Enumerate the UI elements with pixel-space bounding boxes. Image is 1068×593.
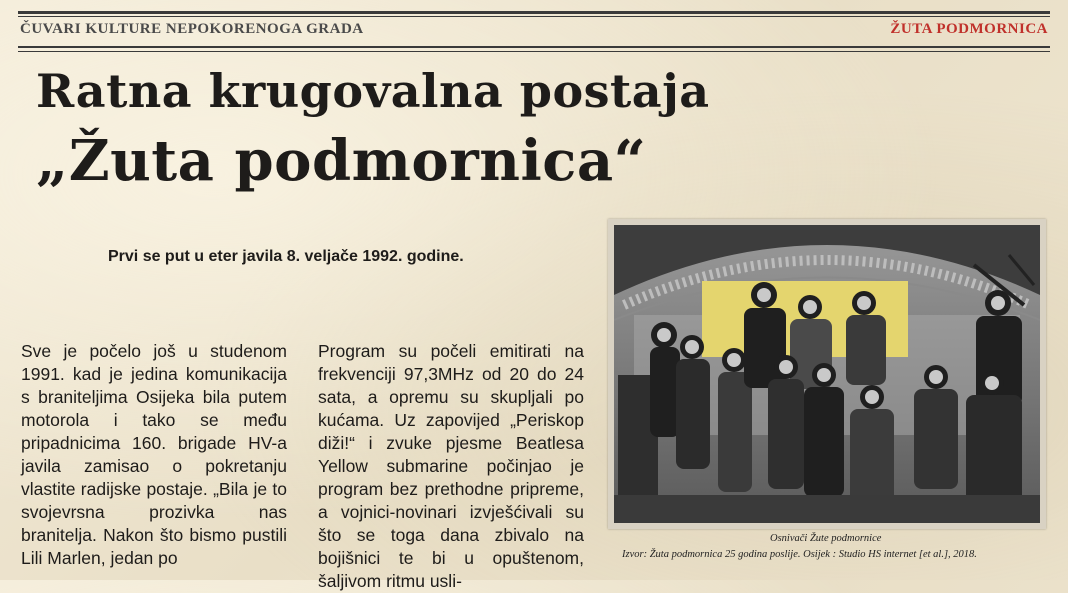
group-photo-illustration <box>614 225 1040 523</box>
headline-line-1: Ratna krugovalna postaja <box>36 64 710 118</box>
top-rule-thin <box>18 16 1050 17</box>
top-rule-lower-2 <box>18 51 1050 52</box>
photo-source: Izvor: Žuta podmornica 25 godina poslije. Osijek : Studio HS internet [et al.], 2018. <box>622 549 977 560</box>
headline <box>36 62 710 202</box>
article-column-1: Sve je počelo još u studenom 1991. kad je jedina komunikacija s braniteljima Osijeka bila putem motorola i tako se među pripadnicima 160. brigade HV-a javila zamisao o pokretanju vlastite radijske postaje. „Bila je to svojevrsna prozivka nas branitelja. Nakon što bismo pustili Lili Marlen, jedan po <box>21 341 287 568</box>
photo-frame <box>608 219 1046 529</box>
group-photo <box>614 225 1040 523</box>
top-rule-lower-1 <box>18 46 1050 48</box>
headline-line-2: „Žuta podmornica“ <box>36 128 647 194</box>
top-rule-thick <box>18 11 1050 14</box>
section-label: ŽUTA PODMORNICA <box>890 21 1048 37</box>
subheadline: Prvi se put u eter javila 8. veljače 1992. godine. <box>108 248 464 265</box>
article-column-2: Program su počeli emitirati na frekvenciji 97,3MHz od 20 do 24 sata, a opremu su skupljali po kućama. Uz zapovijed „Periskop diži!“ i zvuke pjesme Beatlesa Yellow submarine počinjao je program bez prethodne pripreme, a vojnici-novinari izvješćivali su što se toga dana zbivalo na bojišnici te bi u opuštenom, šaljivom ritmu usli- <box>318 341 584 591</box>
photo-caption: Osnivači Žute podmornice <box>770 533 882 544</box>
series-kicker: ČUVARI KULTURE NEPOKORENOGA GRADA <box>20 21 364 37</box>
